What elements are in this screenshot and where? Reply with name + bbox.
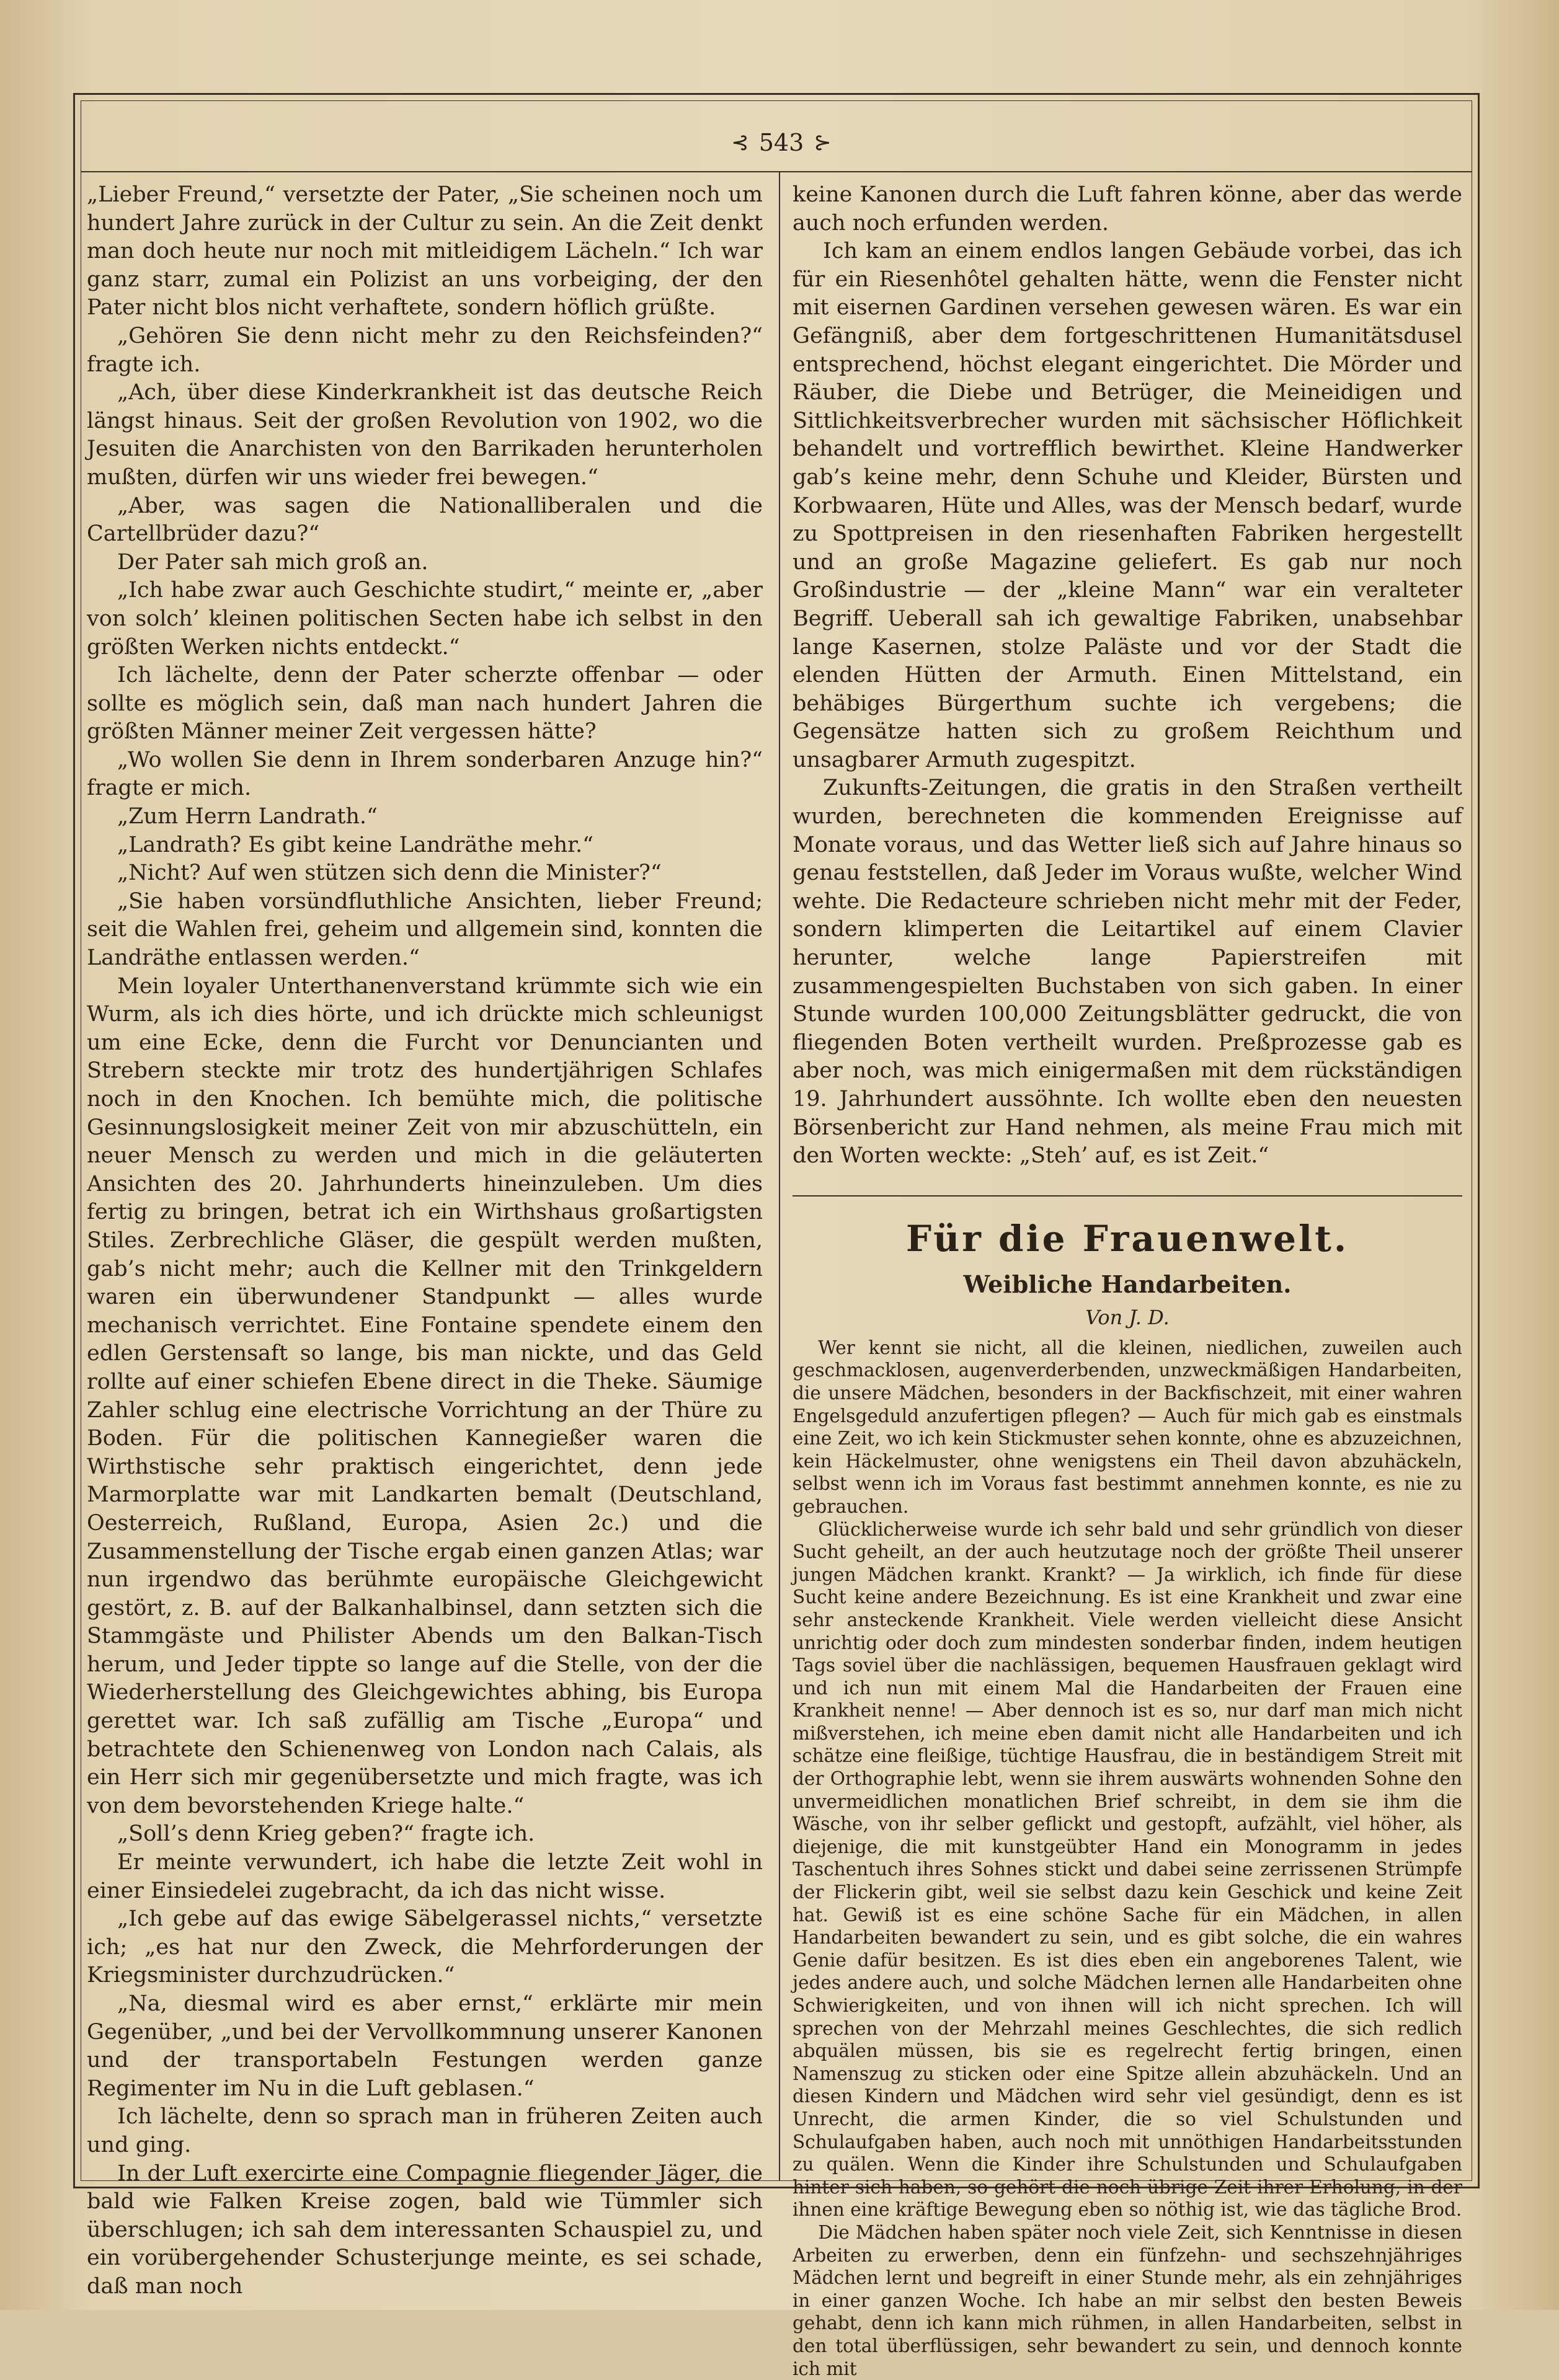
- page-number: 543: [758, 129, 804, 156]
- paragraph: „Ach, über diese Kinderkrankheit ist das deutsche Reich längst hinaus. Seit der großen Revolution von 1902, wo die Jesuiten die Anarchisten von den Barrikaden herunterholen mußten, dürfen wir uns wieder frei bewegen.“: [87, 380, 763, 490]
- paragraph: „Nicht? Auf wen stützen sich denn die Minister?“: [117, 860, 662, 886]
- paragraph: „Wo wollen Sie denn in Ihrem sonderbaren Anzuge hin?“ fragte er mich.: [87, 747, 763, 801]
- paragraph: „Gehören Sie denn nicht mehr zu den Reichsfeinden?“ fragte ich.: [87, 323, 763, 377]
- paragraph: „Lieber Freund,“ versetzte der Pater, „Sie scheinen noch um hundert Jahre zurück in der Cultur zu sein. An die Zeit denkt man doch heute nur noch mit mitleidigem Lächeln.“ Ich war ganz starr, zumal ein Polizist an uns vorbeiging, der den Pater nicht blos nicht verhaftete, sondern höflich grüßte.: [87, 182, 763, 321]
- byline: Von J. D.: [1085, 1305, 1170, 1329]
- paragraph: Wer kennt sie nicht, all die kleinen, niedlichen, zuweilen auch geschmacklosen, augenverderbenden, unzweckmäßigen Handarbeiten, die unsere Mädchen, besonders in der Backfischzeit, mit einer wahren Engelsgeduld anzufertigen pflegen? — Auch für mich gab es einstmals eine Zeit, wo ich kein Stickmuster sehen konnte, ohne es abzuzeichnen, kein Häckelmuster, ohne wenigstens ein Theil davon abzuhäckeln, selbst wenn ich im Voraus fast bestimmt annehmen konnte, es nie zu gebrauchen.: [793, 1337, 1462, 1517]
- paragraph: Er meinte verwundert, ich habe die letzte Zeit wohl in einer Einsiedelei zugebracht, da ich das nicht wisse.: [87, 1850, 763, 1903]
- paragraph: In der Luft exercirte eine Compagnie fliegender Jäger, die bald wie Falken Kreise zogen, bald wie Tümmler sich überschlugen; ich sah dem interessanten Schauspiel zu, und ein vorübergehender Schusterjunge meinte, es sei schade, daß man noch: [87, 2161, 763, 2299]
- header-rule: [81, 171, 1472, 172]
- paragraph: Zukunfts-Zeitungen, die gratis in den Straßen vertheilt wurden, berechneten die kommenden Ereignisse auf Monate voraus, und das Wetter ließ sich auf Jahre hinaus so genau feststellen, daß Jeder im Voraus wußte, welcher Wind wehte. Die Redacteure schrieben nicht mehr mit der Feder, sondern klimperten die Leitartikel auf einem Clavier herunter, welche lange Papierstreifen mit zusammengespielten Buchstaben von sich gaben. In einer Stunde wurden 100,000 Zeitungsblätter gedruckt, die von fliegenden Boten vertheilt wurden. Preßprozesse gab es aber noch, was mich einigermaßen mit dem rückständigen 19. Jahrhundert aussöhnte. Ich wollte eben den neuesten Börsenbericht zur Hand nehmen, als meine Frau mich mit den Worten weckte: „Steh’ auf, es ist Zeit.“: [793, 776, 1462, 1169]
- section-divider: [793, 1195, 1462, 1197]
- paragraph: „Na, diesmal wird es aber ernst,“ erklärte mir mein Gegenüber, „und bei der Vervollkommnung unserer Kanonen und der transportabeln Festungen werden ganze Regimenter im Nu in die Luft geblasen.“: [87, 1991, 763, 2101]
- section-title: Für die Frauenwelt.: [905, 1217, 1349, 1260]
- left-column: [87, 181, 763, 2301]
- right-column: [793, 181, 1462, 2380]
- page-header: [645, 124, 918, 161]
- paragraph: „Ich gebe auf das ewige Säbelgerassel nichts,“ versetzte ich; „es hat nur den Zweck, die Mehrforderungen der Kriegsminister durchzudrücken.“: [87, 1906, 763, 1988]
- paragraph: „Ich habe zwar auch Geschichte studirt,“ meinte er, „aber von solch’ kleinen politischen Secten habe ich selbst in den größten Werken nichts entdeckt.“: [87, 578, 763, 660]
- paragraph: Der Pater sah mich groß an.: [117, 549, 429, 575]
- paragraph: „Sie haben vorsündfluthliche Ansichten, lieber Freund; seit die Wahlen frei, geheim und allgemein sind, konnten die Landräthe entlassen werden.“: [87, 888, 763, 971]
- paragraph: Ich lächelte, denn der Pater scherzte offenbar — oder sollte es möglich sein, daß man nach hundert Jahren die größten Männer meiner Zeit vergessen hätte?: [87, 663, 763, 745]
- paragraph: Glücklicherweise wurde ich sehr bald und sehr gründlich von dieser Sucht geheilt, an der auch heutzutage noch der größte Theil unserer jungen Mädchen krankt. Krankt? — Ja wirklich, ich finde für diese Sucht keine andere Bezeichnung. Es ist eine Krankheit und zwar eine sehr ansteckende Krankheit. Viele werden vielleicht diese Ansicht unrichtig oder doch zum mindesten sonderbar finden, indem heutigen Tags soviel über die nachlässigen, bequemen Hausfrauen geklagt wird und ich nun mit einem Mal die Handarbeiten der Frauen eine Krankheit nenne! — Aber dennoch ist es so, nur darf man mich nicht mißverstehen, ich meine eben damit nicht alle Handarbeiten und ich schätze eine fleißige, tüchtige Hausfrau, die in beständigem Streit mit der Orthographie lebt, wenn sie ihrem auswärts wohnenden Sohne den unvermeidlichen monatlichen Brief schreibt, in dem sie ihm die Wäsche, von ihr selber geflickt und gestopft, aufzählt, viel höher, als diejenige, die mit kunstgeübter Hand ein Monogramm in jedes Taschentuch ihres Sohnes stickt und dabei seine zerrissenen Strümpfe der Flickerin gibt, weil sie selbst dazu kein Geschick und keine Zeit hat. Gewiß ist es eine schöne Sache für ein Mädchen, in allen Handarbeiten bewandert zu sein, und es gibt solche, die ein wahres Genie dafür besitzen. Es ist dies eben ein angeborenes Talent, wie jedes andere auch, und solche Mädchen lernen alle Handarbeiten ohne Schwierigkeiten, und von ihnen will ich nicht sprechen. Ich will sprechen von der Mehrzahl meines Geschlechtes, die sich redlich abquälen müssen, bis sie es regelrecht fertig bringen, einen Namenszug zu sticken oder eine Spitze allein abzuhäckeln. Und an diesen Kindern und Mädchen wird sehr viel gesündigt, denn es ist Unrecht, die armen Kinder, die so viel Schulstunden und Schulaufgaben haben, auch noch mit unnöthigen Handarbeitsstunden zu quälen. Wenn die Kinder ihre Schulstunden und Schulaufgaben hinter sich haben, so gehört die noch übrige Zeit ihrer Erholung, in der ihnen eine kräftige Bewegung eben so nöthig ist, wie das tägliche Brod.: [793, 1518, 1462, 2221]
- paragraph: „Soll’s denn Krieg geben?“ fragte ich.: [117, 1821, 535, 1847]
- paragraph: „Landrath? Es gibt keine Landräthe mehr.“: [117, 832, 594, 857]
- paragraph: keine Kanonen durch die Luft fahren könne, aber das werde auch noch erfunden werden.: [793, 182, 1462, 236]
- paragraph: Die Mädchen haben später noch viele Zeit, sich Kenntnisse in diesen Arbeiten zu erwerben, denn ein fünfzehn- und sechszehnjähriges Mädchen lernt und begreift in einer Stunde mehr, als ein zehnjähriges in einer ganzen Woche. Ich habe an mir selbst den besten Beweis gehabt, denn ich kann mich rühmen, in allen Handarbeiten, selbst in den total überflüssigen, sehr bewandert zu sein, und dennoch konnte ich mit: [793, 2221, 1462, 2379]
- paragraph: Ich kam an einem endlos langen Gebäude vorbei, das ich für ein Riesenhôtel gehalten hätte, wenn die Fenster nicht mit eisernen Gardinen versehen gewesen wären. Es war ein Gefängniß, aber dem fortgeschrittenen Humanitätsdusel entsprechend, höchst elegant eingerichtet. Die Mörder und Räuber, die Diebe und Betrüger, die Meineidigen und Sittlichkeitsverbrecher wurden mit sächsischer Höflichkeit behandelt und vortrefflich bewirthet. Kleine Handwerker gab’s keine mehr, denn Schuhe und Kleider, Bürsten und Korbwaaren, Hüte und Alles, was der Mensch bedarf, wurde zu Spottpreisen in den riesenhaften Fabriken hergestellt und an große Magazine geliefert. Es gab nur noch Großindustrie — der „kleine Mann“ war ein veralteter Begriff. Ueberall sah ich gewaltige Fabriken, unabsehbar lange Kasernen, stolze Paläste und vor der Stadt die elenden Hütten der Armuth. Einen Mittelstand, ein behäbiges Bürgerthum suchte ich vergebens; die Gegensätze hatten sich zu großem Reichthum und unsagbarer Armuth zugespitzt.: [793, 239, 1462, 772]
- article-body: [793, 1337, 1462, 2380]
- ornament-right-icon: ⊱: [814, 130, 832, 155]
- article-title: Weibliche Handarbeiten.: [963, 1270, 1292, 1298]
- ornament-left-icon: ⊰: [731, 130, 749, 155]
- column-divider: [779, 172, 780, 2181]
- paragraph: Mein loyaler Unterthanenverstand krümmte sich wie ein Wurm, als ich dies hörte, und ich drückte mich schleunigst um eine Ecke, denn die Furcht vor Denuncianten und Strebern steckte mir trotz des hundertjährigen Schlafes noch in den Knochen. Ich bemühte mich, die politische Gesinnungslosigkeit meiner Zeit von mir abzuschütteln, ein neuer Mensch zu werden und mich in die geläuterten Ansichten des 20. Jahrhunderts hineinzuleben. Um dies fertig zu bringen, betrat ich ein Wirthshaus großartigsten Stiles. Zerbrechliche Gläser, die gespült werden mußten, gab’s nicht mehr; auch die Kellner mit den Trinkgeldern waren ein überwundener Standpunkt — alles wurde mechanisch verrichtet. Eine Fontaine spendete einem den edlen Gerstensaft so lange, bis man nickte, und das Geld rollte auf einer schiefen Ebene direct in die Theke. Säumige Zahler schlug eine electrische Vorrichtung an der Thüre zu Boden. Für die politischen Kannegießer waren die Wirthstische sehr praktisch eingerichtet, denn jede Marmorplatte war mit Landkarten bemalt (Deutschland, Oesterreich, Rußland, Europa, Asien 2c.) und die Zusammenstellung der Tische ergab einen ganzen Atlas; war nun irgendwo das berühmte europäische Gleichgewicht gestört, z. B. auf der Balkanhalbinsel, dann setzten sich die Stammgäste und Philister Abends um den Balkan-Tisch herum, und Jeder tippte so lange auf die Stelle, von der die Wiederherstellung des Gleichgewichtes abhing, bis Europa gerettet war. Ich saß zufällig am Tische „Europa“ und betrachtete den Schienenweg von London nach Calais, als ein Herr sich mir gegenübersetzte und mich fragte, was ich von dem bevorstehenden Kriege halte.“: [87, 973, 763, 1818]
- paragraph: Ich lächelte, denn so sprach man in früheren Zeiten auch und ging.: [87, 2104, 763, 2157]
- paragraph: „Zum Herrn Landrath.“: [117, 804, 378, 829]
- paragraph: „Aber, was sagen die Nationalliberalen und die Cartellbrüder dazu?“: [87, 493, 763, 547]
